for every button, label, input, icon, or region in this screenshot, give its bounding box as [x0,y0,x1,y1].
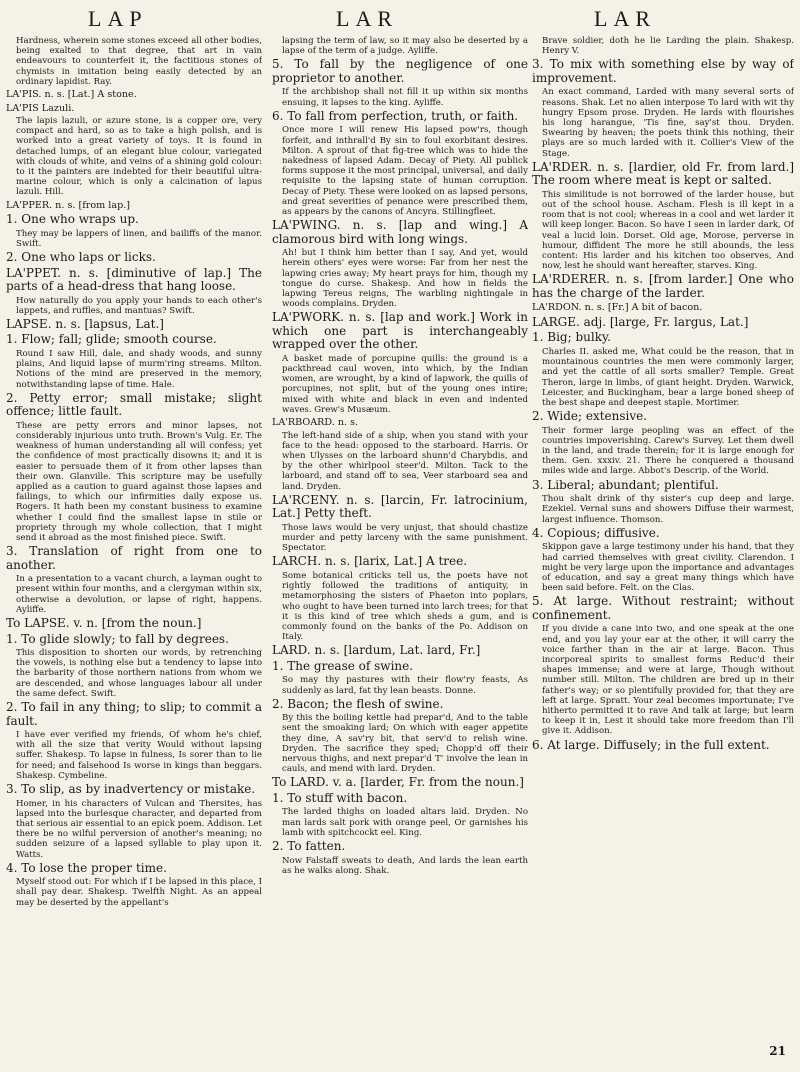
entry-heading: 2. To fatten. [272,839,346,854]
entry-heading: 6. To fall from perfection, truth, or faith. [272,108,519,123]
entry-heading: 3. To mix with something else by way of improvement. [532,57,794,85]
entry-heading: LARCH. n. s. [larix, Lat.] A tree. [272,554,468,569]
quotation: These are petty errors and minor lapses, not considerably injurious unto truth. Brown's Vulg. Er. The weakness of human understanding all will confess; yet the confidence of most practically disowns it; and it is easier to persuade them of it from other lapses than their own. Glanville. This scripture may be usefully applied as a caution to guard against those lapses and failings, to which our infirmities daily expose us. Rogers. It hath been my constant business to examine whether I could find the smallest lapse in stile or propriety through my whole collection, that I might send it abroad as the most finished piece. Swift. [16,420,262,543]
quotation: They may be lappers of linen, and bailiffs of the manor. Swift. [16,228,262,249]
quotation: Homer, in his characters of Vulcan and Thersites, has lapsed into the burlesque character, and departed from that serious air essential to an epick poem. Addison. Let there be no wilful perversion of another's meaning; no sudden seizure of a lapsed syllable to play upon it. Watts. [16,798,262,860]
quotation: Thou shalt drink of thy sister's cup deep and large. Ezekiel. Vernal suns and showers Diffuse their warmest, largest influence. Thomson. [542,494,794,525]
quotation: If you divide a cane into two, and one speak at the one end, and you lay your ear at the other, it will carry the voice farther than in the air at large. Bacon. Thus incorporeal spirits to smallest forms Reduc'd their shapes immense; and were at large, Though without number still. Milton. The children are bred up in their father's way; or so plentifully provided for, that they are left at large. Spratt. Your zeal becomes importunate; I've hitherto permitted it to rave And talk at large; but learn to keep it in, Lest it should take more freedom than I'll give it. Addison. [542,624,794,737]
entry-heading: 1. To glide slowly; to fall by degrees. [6,631,229,646]
quotation: Brave soldier, doth he lie Larding the plain. Shakesp. Henry V. [542,36,794,57]
quotation: This similitude is not borrowed of the larder house, but out of the school house. Ascham. Flesh is ill kept in a room that is not cool; whereas in a cool and wet larder it will keep longer. Bacon. So have I seen in larder dark, Of veal a lucid loin. Dorset. Old age, Morose, perverse in humour, diffident The more he still abounds, the less content: His larder and his kitchen too observes, And now, lest he should want hereafter, starves. King. [542,189,794,272]
column-2 [272,36,528,1064]
quotation: Skippon gave a large testimony under his hand, that they had carried themselves with great civility. Clarendon. I might be very large upon the importance and advantages of education, and say a great many things which have been said before. Felt. on the Clas. [542,542,794,594]
quotation: The larded thighs on loaded altars laid. Dryden. No man lards salt pork with orange peel, Or garnishes his lamb with spitchcockt eel. King. [282,807,528,838]
entry-heading: LA'RBOARD. n. s. [272,417,359,429]
entry-heading: LARD. n. s. [lardum, Lat. lard, Fr.] [272,643,481,658]
entry-heading: 1. To stuff with bacon. [272,790,408,805]
quotation: Those laws would be very unjust, that should chastize murder and petty larceny with the same punishment. Spectator. [282,522,528,554]
quotation: How naturally do you apply your hands to each other's lappets, and ruffles, and mantuas? Swift. [16,295,262,316]
quotation: In a presentation to a vacant church, a layman ought to present within four months, and a clergyman within six, otherwise a devolution, or lapse of right, happens. Ayliffe. [16,574,262,615]
entry-heading: 2. One who laps or licks. [6,250,156,265]
quotation: The lapis lazuli, or azure stone, is a copper ore, very compact and hard, so as to take a high polish, and is worked into a great variety of toys. It is found in detached lumps, of an elegant blue colour, variegated with clouds of white, and veins of a shining gold colour: to it the painters are indebted for their beautiful ultra-marine colour, which is only a calcination of lapus lazuli. Hill. [16,116,262,198]
quotation: I have ever verified my friends, Of whom he's chief, with all the size that verity Would without lapsing suffer. Shakesp. To lapse in fulness, Is sorer than to lie for need; and falsehood Is worse in kings than beggars. Shakesp. Cymbeline. [16,730,262,781]
entry-heading: 5. To fall by the negligence of one proprietor to another. [272,57,528,85]
entry-heading: LA'RDER. n. s. [lardier, old Fr. from lard.] The room where meat is kept or salted. [532,159,794,188]
entry-heading: 3. To slip, as by inadvertency or mistake. [6,782,256,797]
entry-heading: 1. The grease of swine. [272,658,414,673]
entry-heading: LA'RDON. n. s. [Fr.] A bit of bacon. [532,302,703,314]
entry-heading: 2. Wide; extensive. [532,409,648,424]
quotation: The left-hand side of a ship, when you stand with your face to the head: opposed to the starboard. Harris. Or when Ulysses on the larboard shunn'd Charybdis, and by the other whirlpool steer'd. Milton. Tack to the larboard, and stand off to sea, Veer starboard sea and land. Dryden. [282,430,528,492]
quotation: Hardness, wherein some stones exceed all other bodies, being exalted to that degree, that art in vain endeavours to counterfeit it, the factitious stones of chymists in imitation being easily detected by an ordinary lapidist. Ray. [16,36,262,87]
entry-heading: LA'RDERER. n. s. [from larder.] One who has the charge of the larder. [532,272,794,300]
running-head-center: LAR [336,6,398,31]
quotation: Round I saw Hill, dale, and shady woods, and sunny plains, And liquid lapse of murm'ring streams. Milton. Notions of the mind are preserved in the memory, notwithstanding lapse of time. Hale. [16,348,262,390]
quotation: If the archbishop shall not fill it up within six months ensuing, it lapses to the king. Ayliffe. [282,87,528,108]
page-number: 21 [769,1044,786,1058]
quotation: Some botanical criticks tell us, the poets have not rightly followed the traditions of antiquity, in metamorphosing the sisters of Phaeton into poplars, who ought to have been turned into larch trees; for that it is this kind of tree which sheds a gum, and is commonly found on the banks of the Po. Addison on Italy. [282,570,528,643]
entry-heading: 5. At large. Without restraint; without confinement. [532,594,794,622]
entry-heading: LA'PIS. n. s. [Lat.] A stone. [6,89,137,101]
entry-heading: To LARD. v. a. [larder, Fr. from the noun.] [272,775,524,790]
quotation: Charles II. asked me, What could be the reason, that in mountainous countries the men were commonly larger, and yet the cattle of all sorts smaller? Temple. Great Theron, large in limbs, of giant height. Dryden. Warwick, Leicester, and Buckingham, bear a large boned sheep of the best shape and deepest staple. Mortimer. [542,346,794,408]
entry-heading: 4. Copious; diffusive. [532,525,660,540]
entry-heading: LA'RCENY. n. s. [larcin, Fr. latrocinium, Lat.] Petty theft. [272,492,528,521]
entry-heading: 1. Big; bulky. [532,330,611,345]
quotation: So may thy pastures with their flow'ry feasts, As suddenly as lard, fat thy lean beasts. Donne. [282,675,528,696]
entry-heading: LA'PWORK. n. s. [lap and work.] Work in which one part is interchangeably wrapped over the other. [272,310,528,352]
quotation: Once more I will renew His lapsed pow'rs, though forfeit, and inthrall'd By sin to foul exorbitant desires. Milton. A sprout of that fig-tree which was to hide the nakedness of lapsed Adam. Decay of Piety. All publick forms suppose it the most principal, universal, and daily requisite to the lapsing state of human corruption. Decay of Piety. These were looked on as lapsed persons, and great severities of penance were prescribed them, as appears by the canons of Ancyra. Stillingfleet. [282,125,528,217]
quotation: A basket made of porcupine quills: the ground is a packthread caul woven, into which, by the Indian women, are wrought, by a kind of lapwork, the quills of porcupines, not split, but of the young ones intire; mixed with white and black in even and indented waves. Grew's Musæum. [282,353,528,415]
quotation: Myself stood out: For which if I be lapsed in this place, I shall pay dear. Shakesp. Twelfth Night. As an appeal may be deserted by the appellant's [16,877,262,908]
quotation: Their former large peopling was an effect of the countries impoverishing. Carew's Survey. Let them dwell in the land, and trade therein; for it is large enough for them. Gen. xxxiv. 21. There he conquered a thousand miles wide and large. Abbot's Descrip. of the World. [542,425,794,477]
entry-heading: 2. Petty error; small mistake; slight offence; little fault. [6,390,262,419]
entry-heading: LA'PWING. n. s. [lap and wing.] A clamorous bird with long wings. [272,218,528,246]
entry-heading: 2. To fail in any thing; to slip; to commit a fault. [6,700,262,728]
entry-heading: 4. To lose the proper time. [6,860,167,875]
quotation: By this the boiling kettle had prepar'd, And to the table sent the smoaking lard; On which with eager appetite they dine, A sav'ry bit, that serv'd to relish wine. Dryden. The sacrifice they sped; Chopp'd off their nervous thighs, and next prepar'd T' involve the lean in cauls, and mend with lard. Dryden. [282,713,528,775]
entry-heading: LA'PIS Lazuli. [6,102,75,114]
quotation: An exact command, Larded with many several sorts of reasons. Shak. Let no alien interpose To lard with wit thy hungry Epsom prose. Dryden. He lards with flourishes his long harangue, 'Tis fine, say'st thou. Dryden. Swearing by heaven; the poets think this nothing, their plays are so much larded with it. Collier's View of the Stage. [542,87,794,159]
entry-heading: LA'PPER. n. s. [from lap.] [6,199,130,211]
column-1 [6,36,262,1064]
entry-heading: 6. At large. Diffusely; in the full extent. [532,737,770,752]
entry-heading: LAPSE. n. s. [lapsus, Lat.] [6,316,164,331]
running-head-right: LAR [594,6,656,31]
entry-heading: 2. Bacon; the flesh of swine. [272,696,444,711]
entry-heading: 3. Translation of right from one to another. [6,544,262,572]
quotation: Ah! but I think him better than I say, And yet, would herein others' eyes were worse: Far from her nest the lapwing cries away; My heart prays for him, though my tongue do curse. Shakesp. And how in fields the lapwing Tereus reigns, The warbling nightingale in woods complains. Dryden. [282,248,528,310]
entry-heading: LARGE. adj. [large, Fr. largus, Lat.] [532,314,749,329]
quotation: lapsing the term of law, so it may also be deserted by a lapse of the term of a judge. Ayliffe. [282,36,528,57]
entry-heading: 3. Liberal; abundant; plentiful. [532,477,719,492]
entry-heading: LA'PPET. n. s. [diminutive of lap.] The parts of a head-dress that hang loose. [6,265,262,294]
column-3 [532,36,794,1064]
quotation: This disposition to shorten our words, by retrenching the vowels, is nothing else but a tendency to lapse into the barbarity of those northern nations from whom we are descended, and whose languages labour all under the same defect. Swift. [16,648,262,699]
entry-heading: 1. One who wraps up. [6,212,139,227]
entry-heading: To LAPSE. v. n. [from the noun.] [6,616,202,631]
running-head-left: LAP [88,6,148,31]
entry-heading: 1. Flow; fall; glide; smooth course. [6,332,217,347]
quotation: Now Falstaff sweats to death, And lards the lean earth as he walks along. Shak. [282,855,528,876]
